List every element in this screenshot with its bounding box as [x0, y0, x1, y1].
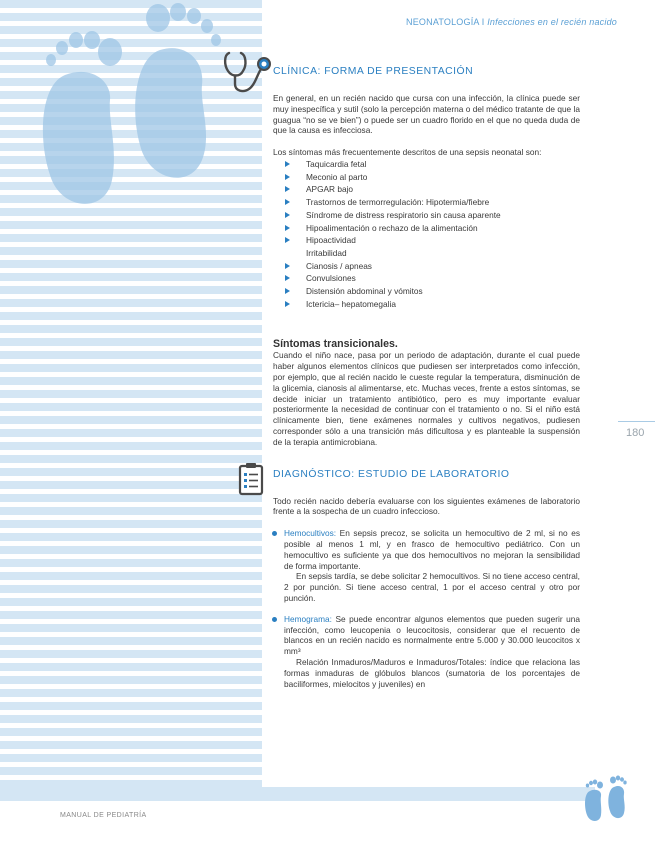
symptom-item: Ictericia– hepatomegalia [285, 298, 580, 311]
hemograma-label: Hemograma: [284, 613, 332, 624]
baby-feet-small-icon [580, 773, 632, 825]
triangle-bullet-icon [285, 237, 290, 243]
transicionales-heading: Síntomas transicionales. [273, 338, 398, 351]
symptom-item: Hipoactividad [285, 234, 580, 247]
bullet-dot-icon [272, 531, 277, 536]
bullet-dot-icon [272, 617, 277, 622]
triangle-bullet-icon [285, 174, 290, 180]
clinica-section-heading-wrap [273, 62, 580, 80]
running-head-chapter: NEONATOLOGÍA [406, 17, 480, 27]
page-number: 180 [626, 427, 645, 439]
clinica-heading: CLÍNICA: FORMA DE PRESENTACIÓN [273, 65, 474, 77]
running-head-separator: I [479, 17, 488, 27]
main-content [273, 62, 580, 689]
symptom-item: Trastornos de termorregulación: Hipotermia/fiebre [285, 196, 580, 209]
symptom-item: Irritabilidad [306, 247, 347, 258]
footer-text: MANUAL DE PEDIATRÍA [60, 812, 147, 819]
running-head [406, 17, 617, 27]
hemocultivos-label: Hemocultivos: [284, 528, 337, 539]
hemocultivos-body: En sepsis precoz, se solicita un hemocultivo de 2 ml, si no es posible al menos 1 ml, y en frasco de hemocultivo pediátrico. Con un hemocultivo es suficiente ya que dos hemocultivos no mejoran la sensibilidad de forma importante. [284, 528, 580, 571]
diagnostico-heading: DIAGNÓSTICO: ESTUDIO DE LABORATORIO [273, 469, 510, 481]
hemograma-item [273, 614, 580, 690]
triangle-bullet-icon [285, 212, 290, 218]
running-head-title: Infecciones en el recién nacido [487, 17, 617, 27]
symptom-item: Síndrome de distress respiratorio sin causa aparente [285, 209, 580, 222]
hemocultivos-item [273, 528, 580, 604]
symptom-item: Meconio al parto [285, 171, 580, 184]
triangle-bullet-icon [285, 161, 290, 167]
hemograma-text-2: Relación Inmaduros/Maduros e Inmaduros/Totales: índice que relaciona las formas inmaduras de glóbulos blancos (sumatoria de los porcentajes de baciliformes, mielocitos y juveniles) en [284, 656, 580, 689]
clipboard-icon [238, 462, 264, 496]
symptom-item: APGAR bajo [285, 183, 580, 196]
clinica-intro: En general, en un recién nacido que cursa con una infección, la clínica puede ser muy inespecífica y sutil (solo la percepción materna o del médico tratante de que la guagua “no se ve bien”) o puede ser un cuadro florido en el que no queda duda de que la causa es infecciosa. [273, 93, 580, 136]
triangle-bullet-icon [285, 225, 290, 231]
symptom-item: Taquicardia fetal [285, 158, 580, 171]
symptom-item: Hipoalimentación o rechazo de la alimentación [285, 222, 580, 235]
triangle-bullet-icon [285, 275, 290, 281]
triangle-bullet-icon [285, 199, 290, 205]
hemocultivos-text-2: En sepsis tardía, se debe solicitar 2 hemocultivos. Si no tiene acceso central, 2 por punción. Si tiene acceso central, 1 por el acceso central y otro por punción. [284, 571, 580, 603]
triangle-bullet-icon [285, 186, 290, 192]
diagnostico-intro: Todo recién nacido debería evaluarse con los siguientes exámenes de laboratorio frente a la sospecha de un cuadro infeccioso. [273, 495, 580, 517]
stethoscope-icon [223, 49, 273, 95]
triangle-bullet-icon [285, 263, 290, 269]
symptoms-list [273, 158, 580, 310]
page-number-rule [618, 421, 655, 422]
triangle-bullet-icon [285, 301, 290, 307]
diagnostico-section-heading-wrap [273, 466, 580, 484]
baby-feet-icon [20, 0, 250, 230]
symptoms-intro: Los síntomas más frecuentemente descritos de una sepsis neonatal son: [273, 147, 542, 158]
transicionales-text: Cuando el niño nace, pasa por un periodo de adaptación, durante el cual puede haber algunos elementos clínicos que pudiesen ser interpretados como infección, por ejemplo, que al recién nacido le cueste regular la temperatura, disminución de la glicemia, cianosis al alimentarse, etc. Muchas veces, frente a estos síntomas, se decide iniciar un tratamiento antibiótico, pero es muy importante evaluar posteriormente la necesidad de continuar con el tratamiento o no. Si el niño está clínicamente bien, tiene exámenes normales y cultivos negativos, pudiesen corresponder sólo a una transición más dificultosa y es planteable la suspensión de la terapia antimicrobiana. [273, 350, 580, 447]
triangle-bullet-icon [285, 288, 290, 294]
bottom-band [0, 787, 595, 801]
symptom-item: Cianosis / apneas [285, 260, 580, 273]
hemocultivos-text [284, 528, 580, 571]
symptom-item: Convulsiones [285, 272, 580, 285]
symptom-item: Distensión abdominal y vómitos [285, 285, 580, 298]
hemograma-body: Se puede encontrar algunos elementos que pueden sugerir una infección, como leucopenia o leucocitosis, considerar que el recuento de blancos en un recién nacido es normalmente entre 5.000 y 30.000 leucocitos x mm³ [284, 613, 580, 657]
hemograma-text [284, 614, 580, 657]
